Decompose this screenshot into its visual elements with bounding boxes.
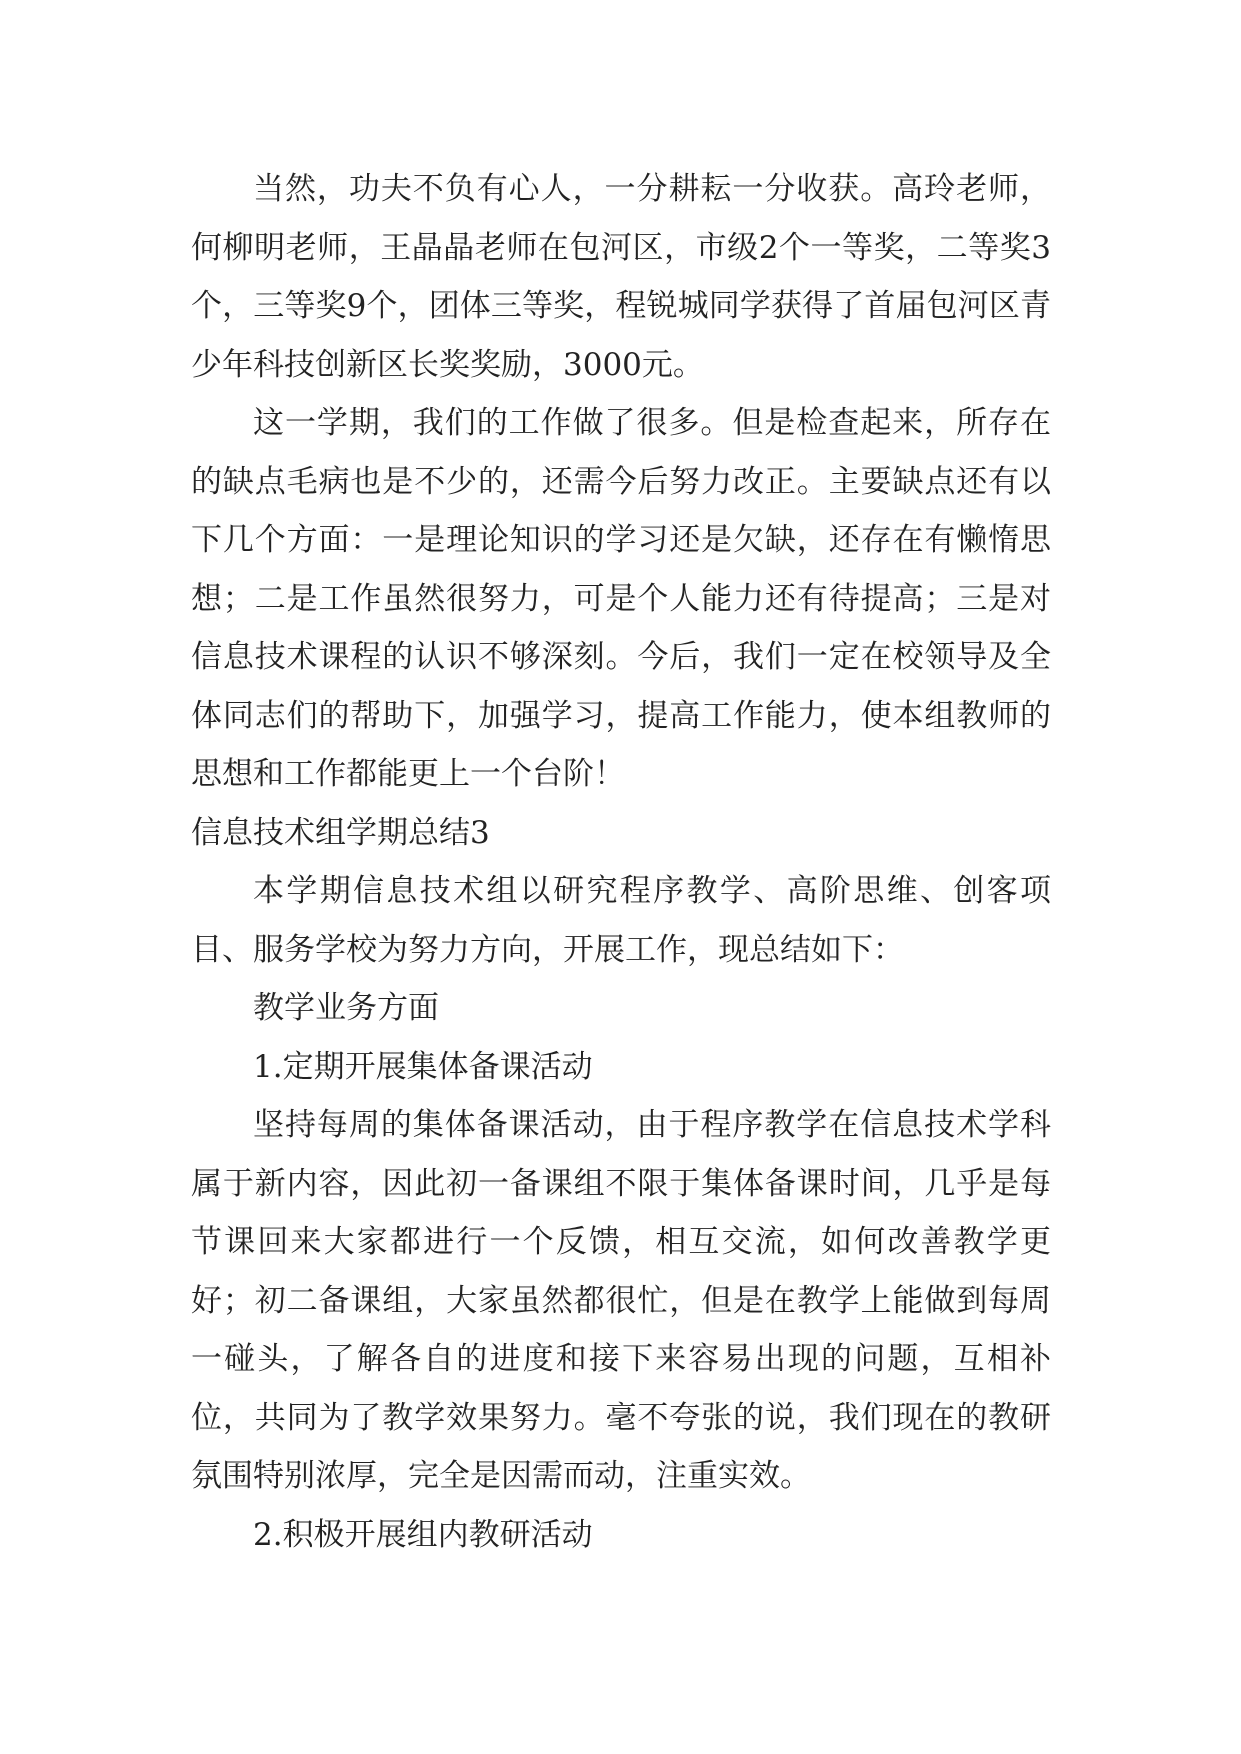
subheading-lesson-prep: 1.定期开展集体备课活动: [253, 1048, 593, 1085]
paragraph-shortcomings: 这一学期，我们的工作做了很多。但是检查起来，所存在的缺点毛病也是不少的，还需今后努力改正。主要缺点还有以下几个方面：一是理论知识的学习还是欠缺，还存在有懒惰思想；二是工作虽然很努力，可是个人能力还有待提高；三是对信息技术课程的认识不够深刻。今后，我们一定在校领导及全体同志们的帮助下，加强学习，提高工作能力，使本组教师的思想和工作都能更上一个台阶！: [191, 405, 1051, 792]
paragraph-awards: 当然，功夫不负有心人，一分耕耘一分收获。高玲老师，何柳明老师，王晶晶老师在包河区，市级2个一等奖，二等奖3个，三等奖9个，团体三等奖，程锐城同学获得了首届包河区青少年科技创新区长奖奖励，3000元。: [191, 171, 1051, 383]
subheading-research: 2.积极开展组内教研活动: [253, 1516, 593, 1553]
paragraph-intro: 本学期信息技术组以研究程序教学、高阶思维、创客项目、服务学校为努力方向，开展工作，现总结如下：: [191, 873, 1051, 968]
paragraph-lesson-prep: 坚持每周的集体备课活动，由于程序教学在信息技术学科属于新内容，因此初一备课组不限于集体备课时间，几乎是每节课回来大家都进行一个反馈，相互交流，如何改善教学更好；初二备课组，大家虽然都很忙，但是在教学上能做到每周一碰头，了解各自的进度和接下来容易出现的问题，互相补位，共同为了教学效果努力。毫不夸张的说，我们现在的教研氛围特别浓厚，完全是因需而动，注重实效。: [191, 1107, 1051, 1494]
section-title: 信息技术组学期总结3: [191, 814, 490, 851]
document-body: [191, 160, 1051, 1564]
subheading-teaching: 教学业务方面: [253, 990, 439, 1026]
